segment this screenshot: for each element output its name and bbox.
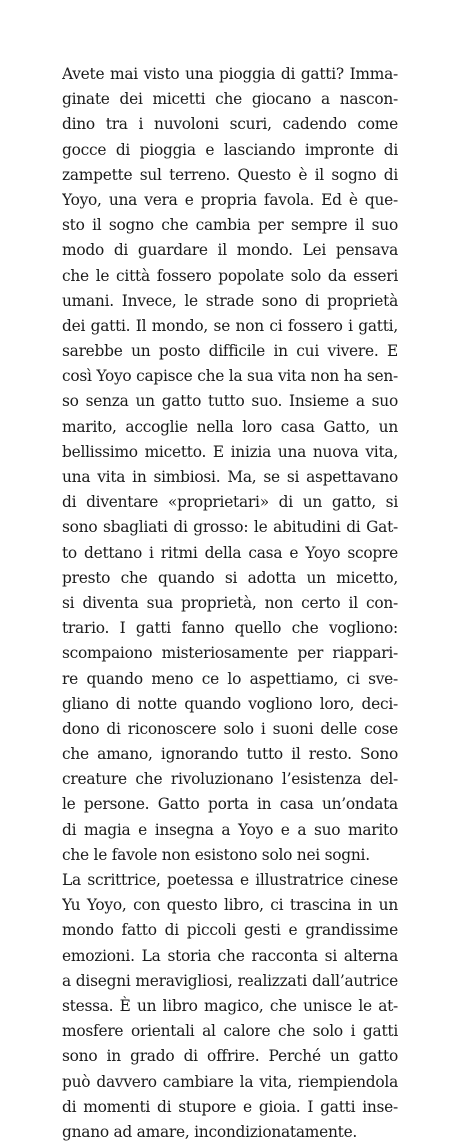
text-line: presto che quando si adotta un micetto, <box>62 568 398 587</box>
text-line: sto il sogno che cambia per sempre il suo <box>62 216 398 235</box>
text-line: stessa. È un libro magico, che unisce le at- <box>62 996 398 1015</box>
text-line: re quando meno ce lo aspettiamo, ci sve- <box>62 669 398 688</box>
text-line: di momenti di stupore e gioia. I gatti inse- <box>62 1097 398 1116</box>
text-line: gnano ad amare, incondizionatamente. <box>62 1122 358 1141</box>
text-line: a disegni meravigliosi, realizzati dall’autrice <box>62 971 398 990</box>
text-line: to dettano i ritmi della casa e Yoyo scopre <box>62 543 398 562</box>
text-line: mosfere orientali al calore che solo i gatti <box>62 1022 398 1041</box>
text-line: si diventa sua proprietà, non certo il con- <box>62 593 398 612</box>
text-line: zampette sul terreno. Questo è il sogno di <box>62 165 398 184</box>
text-line: trario. I gatti fanno quello che vogliono: <box>62 619 398 638</box>
text-line: Avete mai visto una pioggia di gatti? Imma- <box>62 65 398 83</box>
text-line: di diventare «proprietari» di un gatto, si <box>62 493 398 512</box>
text-line: una vita in simbiosi. Ma, se si aspettavano <box>62 468 398 486</box>
text-line: le persone. Gatto porta in casa un’ondata <box>62 795 398 814</box>
text-line: dono di riconoscere solo i suoni delle cose <box>62 719 398 738</box>
text-line: ginate dei micetti che giocano a nascon- <box>62 90 398 109</box>
text-line: dei gatti. Il mondo, se non ci fossero i gatti, <box>62 316 398 335</box>
text-line: La scrittrice, poetessa e illustratrice cinese <box>62 871 398 889</box>
text-line: Yoyo, una vera e propria favola. Ed è que- <box>62 190 398 209</box>
text-line: sono in grado di offrire. Perché un gatto <box>62 1047 398 1066</box>
text-line: mondo fatto di piccoli gesti e grandissime <box>62 921 398 940</box>
text-line: modo di guardare il mondo. Lei pensava <box>62 241 398 260</box>
text-line: gliano di notte quando vogliono loro, deci- <box>62 694 398 713</box>
text-line: gocce di pioggia e lasciando impronte di <box>62 140 398 159</box>
body-text <box>62 62 398 1145</box>
text-line: che amano, ignorando tutto il resto. Sono <box>62 745 398 764</box>
text-line: Yu Yoyo, con questo libro, ci trascina in un <box>62 896 398 915</box>
text-line: così Yoyo capisce che la sua vita non ha sen- <box>62 367 398 386</box>
text-line: marito, accoglie nella loro casa Gatto, un <box>62 417 398 436</box>
text-line: umani. Invece, le strade sono di proprietà <box>62 291 398 310</box>
text-line: di magia e insegna a Yoyo e a suo marito <box>62 820 398 839</box>
text-line: creature che rivoluzionano l’esistenza del- <box>62 770 398 789</box>
text-line: sono sbagliati di grosso: le abitudini di Gat- <box>62 518 398 537</box>
text-line: dino tra i nuvoloni scuri, cadendo come <box>62 115 398 134</box>
text-line: so senza un gatto tutto suo. Insieme a suo <box>62 392 398 411</box>
text-line: sarebbe un posto difficile in cui vivere. E <box>62 342 398 361</box>
text-line: che le città fossero popolate solo da esseri <box>62 266 398 285</box>
text-line: scompaiono misteriosamente per riappari- <box>62 644 398 663</box>
text-line: che le favole non esistono solo nei sogni. <box>62 845 370 864</box>
text-line: può davvero cambiare la vita, riempiendola <box>62 1072 398 1091</box>
paragraph-1 <box>62 62 398 868</box>
paragraph-2 <box>62 868 398 1145</box>
text-line: emozioni. La storia che racconta si alterna <box>62 946 398 965</box>
text-line: bellissimo micetto. E inizia una nuova vita, <box>62 442 398 461</box>
